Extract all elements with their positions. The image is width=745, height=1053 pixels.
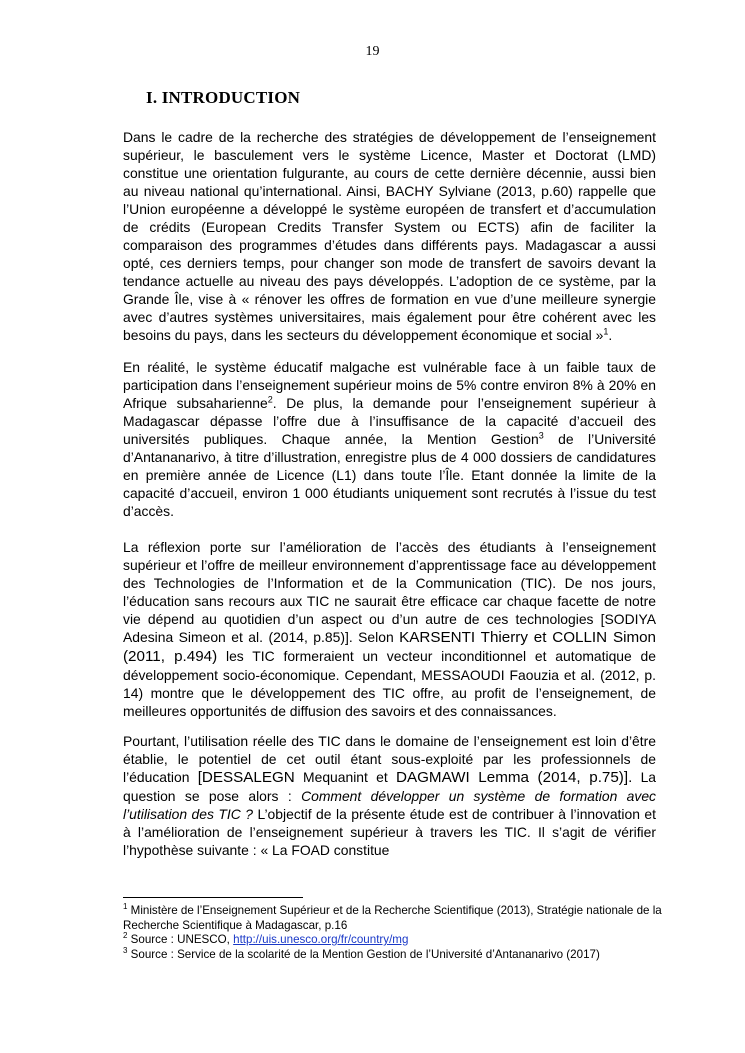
paragraph-4-text-c: Mequanint et [294, 769, 396, 785]
footnote-1-number: 1 [123, 902, 128, 912]
paragraph-1-text: Dans le cadre de la recherche des stratégies de développement de l’enseignement supérieur, le basculement vers le système Licence, Master et Doctorat (LMD) constitue une orientation fulgurante, au cours de cette dernière décennie, aussi bien au niveau national qu’international. Ainsi, BACHY Sylviane (2013, p.60) rappelle que l’Union européenne a développé le système européen de transfert et d’accumulation de crédits (European Credits Transfer System ou ECTS) afin de faciliter la comparaison des programmes d’études dans différents pays. Madagascar a aussi opté, ces derniers temps, pour changer son mode de transfert de savoirs devant la tendance actuelle au niveau des pays développés. L’adoption de ce système, par la Grande Île, vise à « rénover les offres de formation en vue d’une meilleure synergie avec d’autres systèmes universitaires, mais également pour être cohérent avec les besoins du pays, dans les secteurs du développement économique et social » [123, 129, 656, 343]
footnote-ref-2[interactable]: 2 [267, 394, 273, 405]
paragraph-3-text-c: les TIC formeraient un vecteur inconditionnel et automatique de développement socio-économique. Cependant, MESSAOUDI Faouzia et al. (2012, p. 14) montre que le développement des TIC offre, au profit de l’enseignement, de meilleures opportunités de diffusion des savoirs et des connaissances. [123, 648, 657, 719]
footnote-3-text: Source : Service de la scolarité de la Mention Gestion de l’Université d’Antananarivo (2017) [127, 947, 600, 961]
footnote-2-number: 2 [123, 931, 128, 941]
footnote-3 [123, 945, 663, 963]
footnote-1 [123, 904, 663, 933]
paragraph-2 [123, 358, 656, 520]
page-number: 19 [365, 44, 380, 59]
footnote-2-text: Source : UNESCO, [127, 933, 234, 946]
citation-dagmawi: DAGMAWI Lemma (2014, p.75)]. [396, 769, 633, 786]
paragraph-2-text-c: de l’Université d’Antananarivo, à titre d’illustration, enregistre plus de 4 000 dossiers de candidatures en première année de Licence (L1) dans toute l’Île. Etant donnée la limite de la capacité d’accueil, environ 1 000 étudiants uniquement sont recrutés à l’issue du test d’accès. [123, 431, 656, 519]
footnotes [123, 904, 663, 962]
paragraph-2-text-b: . De plus, la demande pour l’enseignement supérieur à Madagascar dépasse l’offre due à l’insuffisance de la capacité d’accueil des universités publiques. Chaque année, la Mention Gestion [123, 395, 656, 447]
paragraph-1-end: . [608, 327, 613, 343]
footnote-ref-1[interactable]: 1 [603, 326, 609, 337]
citation-dessalegn: [DESSALEGN [197, 769, 295, 786]
body-text [123, 128, 656, 877]
paragraph-4-text-e: La question se pose alors : [123, 769, 657, 804]
unesco-link[interactable]: http://uis.unesco.org/fr/country/mg [233, 933, 409, 946]
footnote-ref-3[interactable]: 3 [538, 430, 544, 441]
footnote-3-number: 3 [123, 945, 128, 955]
paragraph-2-text-a: En réalité, le système éducatif malgache est vulnérable face à un faible taux de participation dans l’enseignement supérieur moins de 5% contre environ 8% à 20% en Afrique subsaharienne [123, 359, 656, 411]
footnote-separator [123, 897, 303, 898]
paragraph-4 [123, 732, 656, 859]
footnote-2 [123, 933, 663, 948]
paragraph-3-text-a: La réflexion porte sur l’amélioration de l’accès des étudiants à l’enseignement supérieur et l’offre de meilleur environnement d’apprentissage face au développement des Technologies de l’Information et de la Communication (TIC). De nos jours, l’éducation sans recours aux TIC ne saurait être efficace car chaque facette de notre vie dépend au quotidien d’un aspect ou d’un autre de ces technologies [SODIYA Adesina Simeon et al. (2014, p.85)]. Selon [123, 539, 656, 645]
paragraph-4-text-a: Pourtant, l’utilisation réelle des TIC dans le domaine de l’enseignement est loin d’être établie, le potentiel de cet outil étant sous-exploité par les professionnels de l’éducation [123, 733, 656, 785]
footnote-1-text: Ministère de l’Enseignement Supérieur et de la Recherche Scientifique (2013), Stratégie nationale de la Recherche Scientifique à Madagascar, p.16 [123, 904, 662, 932]
paragraph-1 [123, 128, 656, 344]
paragraph-4-text-f: L’objectif de la présente étude est de contribuer à l’innovation et à l’amélioration de l’enseignement supérieur à travers les TIC. Il s’agit de vérifier l’hypothèse suivante : « La FOAD constitue [123, 806, 657, 858]
citation-karsenti: KARSENTI Thierry et COLLIN Simon (2011, p.494) [123, 629, 656, 665]
section-title: I. INTRODUCTION [146, 88, 301, 107]
research-question: Comment développer un système de formation avec l’utilisation des TIC ? [123, 788, 656, 822]
paragraph-3 [123, 538, 656, 720]
